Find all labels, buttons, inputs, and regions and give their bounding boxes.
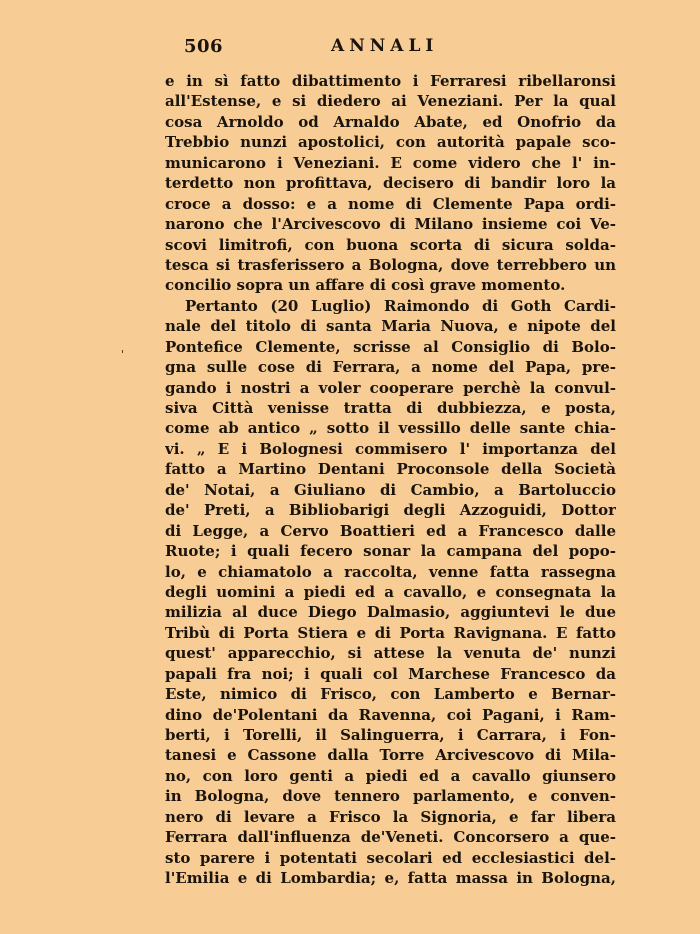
text-line: dino de'Polentani da Ravenna, coi Pagani, i Ram- <box>165 705 616 724</box>
stray-mark: ' <box>121 348 125 361</box>
text-line: all'Estense, e si diedero ai Veneziani. Per la qual <box>165 92 616 111</box>
text-line: Pertanto (20 Luglio) Raimondo di Goth Cardi- <box>185 296 616 315</box>
text-line: terdetto non profittava, decisero di bandir loro la <box>165 174 616 193</box>
text-line: in Bologna, dove tennero parlamento, e conven- <box>165 787 616 806</box>
text-line: lo, e chiamatolo a raccolta, venne fatta rassegna <box>165 562 616 581</box>
running-title: ANNALI <box>331 36 439 56</box>
text-line: concilio sopra un affare di così grave momento. <box>165 276 566 295</box>
text-line: Ruote; i quali fecero sonar la campana del popo- <box>165 542 616 561</box>
text-line: gando i nostri a voler cooperare perchè la convul- <box>165 378 616 397</box>
text-line: de' Notai, a Giuliano di Cambio, a Bartoluccio <box>165 480 616 499</box>
text-line: de' Preti, a Bibliobarigi degli Azzoguidi, Dottor <box>165 501 616 520</box>
text-line: degli uomini a piedi ed a cavallo, e consegnata la <box>165 582 616 601</box>
text-line: tesca si trasferissero a Bologna, dove terrebbero un <box>165 255 616 274</box>
text-line: Pontefice Clemente, scrisse al Consiglio di Bolo- <box>165 337 616 356</box>
text-line: vi. „ E i Bolognesi commisero l' importanza del <box>165 439 616 458</box>
body-text <box>165 71 616 889</box>
page-number: 506 <box>184 36 224 57</box>
text-line: come ab antico „ sotto il vessillo delle sante chia- <box>165 419 616 438</box>
text-line: di Legge, a Cervo Boattieri ed a Francesco dalle <box>165 521 616 540</box>
text-line: nero di levare a Frisco la Signoria, e far libera <box>165 807 616 826</box>
text-line: papali fra noi; i quali col Marchese Francesco da <box>165 664 616 683</box>
text-line: municarono i Veneziani. E come videro che l' in- <box>165 153 616 172</box>
text-line: berti, i Torelli, il Salinguerra, i Carrara, i Fon- <box>165 726 616 744</box>
text-line: fatto a Martino Dentani Proconsole della Società <box>165 460 616 479</box>
text-line: no, con loro genti a piedi ed a cavallo giunsero <box>165 766 616 785</box>
text-line: Trebbio nunzi apostolici, con autorità papale sco- <box>165 133 616 152</box>
text-line: Tribù di Porta Stiera e di Porta Ravignana. E fatto <box>165 623 616 642</box>
text-line: tanesi e Cassone dalla Torre Arcivescovo di Mila- <box>165 746 616 765</box>
text-line: nale del titolo di santa Maria Nuova, e nipote del <box>165 317 616 336</box>
text-line: narono che l'Arcivescovo di Milano insieme coi Ve- <box>165 215 616 234</box>
text-line: milizia al duce Diego Dalmasio, aggiuntevi le due <box>165 603 616 622</box>
text-line: quest' apparecchio, si attese la venuta de' nunzi <box>165 644 616 663</box>
text-line: sto parere i potentati secolari ed ecclesiastici del- <box>165 848 616 867</box>
text-line: scovi limitrofi, con buona scorta di sicura solda- <box>165 235 616 254</box>
text-line: l'Emilia e di Lombardia; e, fatta massa in Bologna, <box>165 869 616 888</box>
text-line: cosa Arnoldo od Arnaldo Abate, ed Onofrio da <box>165 112 616 131</box>
text-line: Ferrara dall'influenza de'Veneti. Concorsero a que- <box>165 828 616 847</box>
text-line: siva Città venisse tratta di dubbiezza, e posta, <box>165 399 616 417</box>
text-line: gna sulle cose di Ferrara, a nome del Papa, pre- <box>165 358 616 377</box>
text-line: Este, nimico di Frisco, con Lamberto e Bernar- <box>165 685 616 704</box>
page-header <box>165 36 615 60</box>
text-line: e in sì fatto dibattimento i Ferraresi ribellaronsi <box>165 72 616 90</box>
text-line: croce a dosso: e a nome di Clemente Papa ordi- <box>165 194 616 213</box>
